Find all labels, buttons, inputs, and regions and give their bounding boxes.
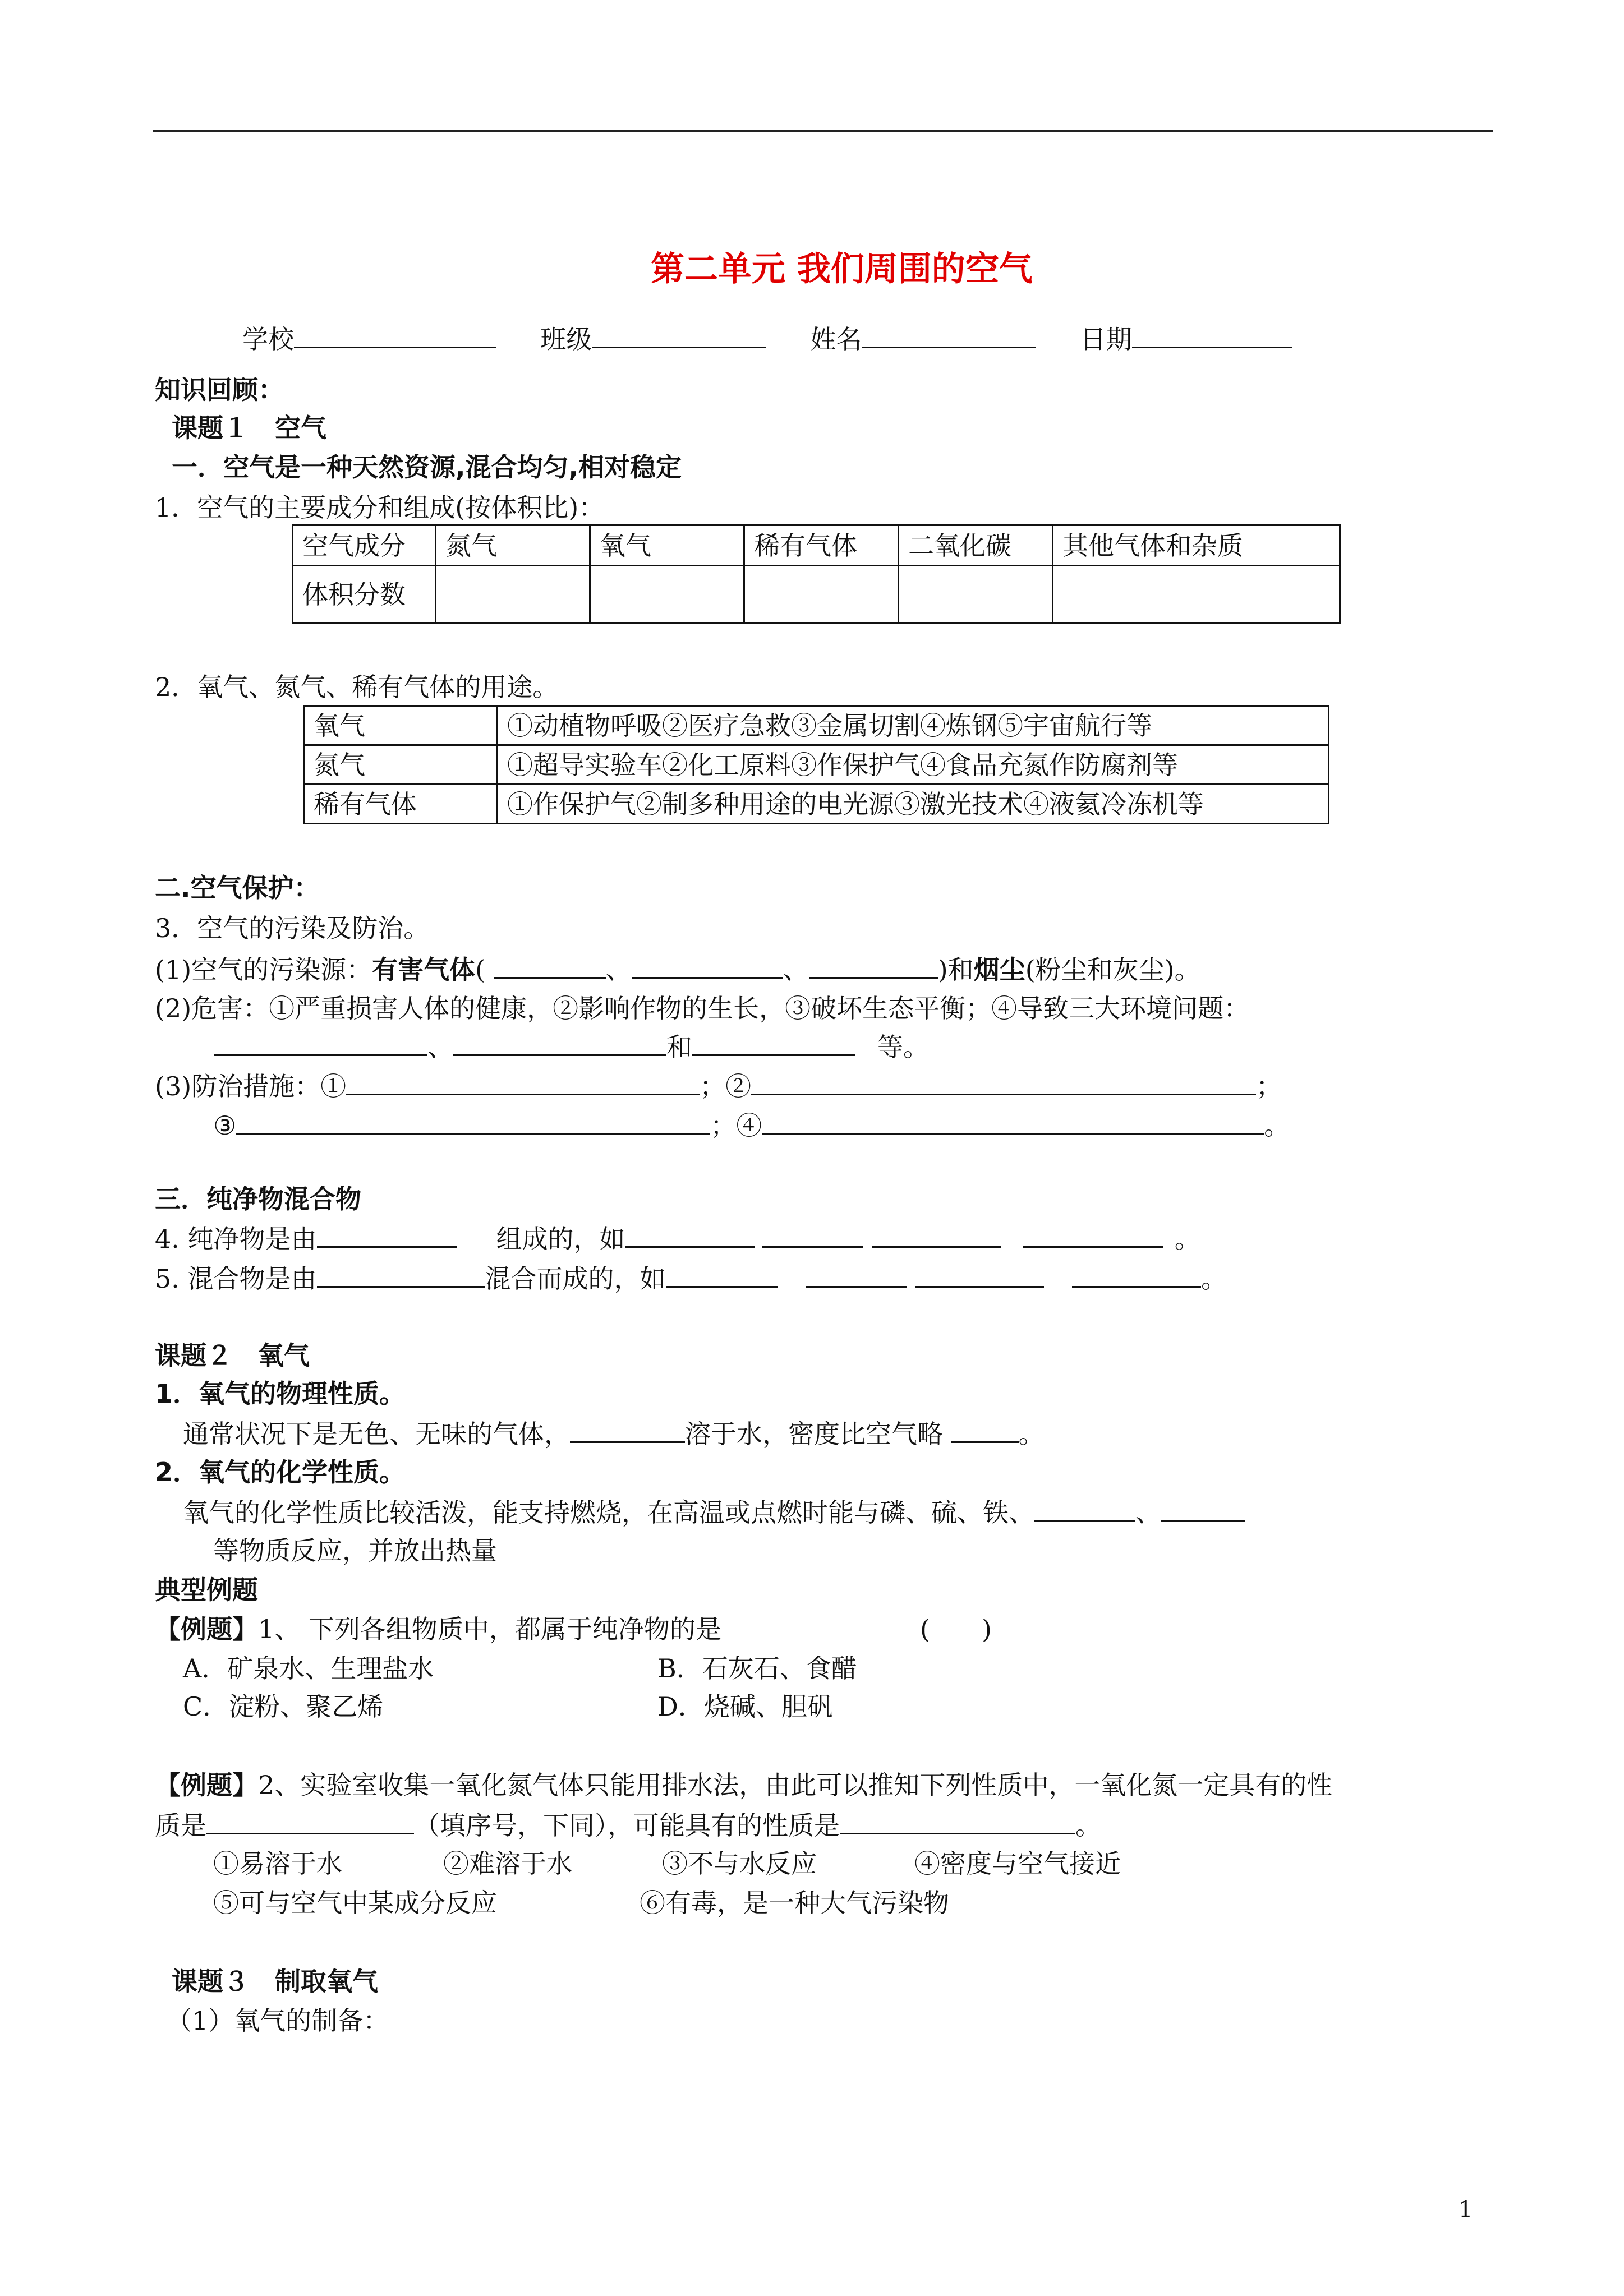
header-rule [153, 130, 1493, 132]
school-blank[interactable] [294, 325, 496, 348]
topic3-item-1: （1）氧气的制备： [166, 2005, 389, 2036]
example-tag: 【例题】 [155, 1770, 258, 1800]
option-b[interactable]: B．石灰石、食醋 [657, 1653, 857, 1684]
question-4: 4. 纯净物是由 组成的，如 。 [155, 1224, 1200, 1254]
table-cell-blank[interactable] [899, 566, 1053, 623]
name-label: 姓名 [810, 324, 862, 354]
harmful-gas-label: 有害气体 [372, 955, 476, 985]
fill-blank[interactable] [951, 1420, 1019, 1443]
example-2-option-1[interactable]: ①易溶于水 [213, 1848, 342, 1879]
fill-blank[interactable] [625, 1225, 755, 1248]
fill-blank[interactable] [570, 1420, 685, 1443]
fill-blank[interactable] [1034, 1499, 1135, 1522]
physical-properties-heading: 1．氧气的物理性质。 [155, 1378, 406, 1409]
fill-blank[interactable] [872, 1225, 1001, 1248]
example-2-option-6[interactable]: ⑥有毒，是一种大气污染物 [640, 1888, 949, 1918]
chemical-properties-text-2: 等物质反应，并放出热量 [213, 1536, 497, 1566]
question-2: 2．氧气、氮气、稀有气体的用途。 [155, 672, 559, 702]
table-header-cell: 二氧化碳 [899, 525, 1053, 566]
example-2-option-3[interactable]: ③不与水反应 [662, 1848, 817, 1879]
fill-blank[interactable] [666, 1265, 778, 1288]
example-2-line-1: 【例题】2、实验室收集一氧化氮气体只能用排水法，由此可以推知下列性质中，一氧化氮一定具有的性 [155, 1770, 1333, 1800]
question-3-2-blanks: 、 和 等。 [214, 1033, 929, 1060]
section3-heading: 三．纯净物混合物 [155, 1184, 361, 1214]
fill-blank[interactable] [494, 956, 606, 979]
fill-blank[interactable] [806, 1265, 907, 1288]
fill-blank[interactable] [762, 1112, 1264, 1135]
gas-name-cell: 氧气 [304, 706, 498, 745]
table-row [293, 566, 1340, 623]
option-d[interactable]: D．烧碱、胆矾 [657, 1691, 833, 1722]
answer-bracket[interactable]: ( ) [920, 1614, 992, 1644]
fill-blank[interactable] [214, 1033, 427, 1056]
example-2-option-4[interactable]: ④密度与空气接近 [914, 1848, 1121, 1879]
question-1: 1．空气的主要成分和组成(按体积比)： [155, 492, 605, 523]
fill-blank[interactable] [317, 1225, 457, 1248]
info-line [242, 325, 1292, 352]
table-cell-blank[interactable] [1053, 566, 1340, 623]
page-title: 第二单元 我们周围的空气 [651, 250, 1033, 289]
gas-uses-table [303, 705, 1329, 824]
air-composition-table [292, 524, 1341, 624]
example-2-line-2: 质是 （填序号，下同），可能具有的性质是 。 [155, 1810, 1101, 1841]
gas-use-cell: ①超导实验车②化工原料③作保护气④食品充氮作防腐剂等 [498, 745, 1329, 785]
table-row [304, 745, 1329, 785]
table-header-cell: 稀有气体 [744, 525, 899, 566]
question-5: 5. 混合物是由 混合而成的，如 。 [155, 1264, 1227, 1294]
fill-blank[interactable] [840, 1811, 1075, 1834]
table-cell-blank[interactable] [590, 566, 744, 623]
class-label: 班级 [540, 324, 592, 354]
fill-blank[interactable] [915, 1265, 1044, 1288]
table-row-label: 体积分数 [293, 566, 436, 623]
fill-blank[interactable] [762, 1225, 863, 1248]
name-blank[interactable] [862, 325, 1036, 348]
table-row [304, 785, 1329, 824]
page-number: 1 [1459, 2197, 1473, 2223]
fill-blank[interactable] [632, 956, 783, 979]
table-header-cell: 氮气 [436, 525, 590, 566]
table-header-cell: 其他气体和杂质 [1053, 525, 1340, 566]
example-1-question: 【例题】1、 下列各组物质中，都属于纯净物的是 [155, 1614, 721, 1644]
date-blank[interactable] [1132, 325, 1292, 348]
school-label: 学校 [242, 324, 294, 354]
examples-heading: 典型例题 [155, 1575, 258, 1605]
chemical-properties-heading: 2．氧气的化学性质。 [155, 1457, 406, 1487]
smoke-dust-label: 烟尘 [973, 955, 1025, 985]
fill-blank[interactable] [317, 1265, 485, 1288]
physical-properties-text: 通常状况下是无色、无味的气体， 溶于水，密度比空气略 。 [183, 1419, 1045, 1449]
table-row [304, 706, 1329, 745]
option-c[interactable]: C．淀粉、聚乙烯 [183, 1691, 384, 1722]
question-3-1: (1)空气的污染源：有害气体( 、 、 )和烟尘(粉尘和灰尘)。 [155, 955, 1200, 985]
question-3: 3．空气的污染及防治。 [155, 913, 430, 943]
example-2-option-2[interactable]: ②难溶于水 [443, 1848, 572, 1879]
section1-heading: 一．空气是一种天然资源,混合均匀,相对稳定 [172, 452, 682, 482]
topic1-heading: 课题１ 空气 [172, 413, 326, 443]
gas-use-cell: ①作保护气②制多种用途的电光源③激光技术④液氦冷冻机等 [498, 785, 1329, 824]
option-a[interactable]: A．矿泉水、生理盐水 [183, 1653, 434, 1684]
fill-blank[interactable] [1072, 1265, 1201, 1288]
gas-use-cell: ①动植物呼吸②医疗急救③金属切割④炼钢⑤宇宙航行等 [498, 706, 1329, 745]
table-row [293, 525, 1340, 566]
topic3-heading: 课题３ 制取氧气 [172, 1966, 378, 1997]
fill-blank[interactable] [236, 1112, 710, 1135]
fill-blank[interactable] [1161, 1499, 1245, 1522]
chemical-properties-text: 氧气的化学性质比较活泼，能支持燃烧，在高温或点燃时能与磷、硫、铁、 、 [183, 1499, 1245, 1525]
question-3-2: (2)危害：①严重损害人体的健康，②影响作物的生长，③破坏生态平衡；④导致三大环境问题： [155, 993, 1250, 1023]
fill-blank[interactable] [751, 1072, 1256, 1095]
fill-blank[interactable] [453, 1033, 666, 1056]
fill-blank[interactable] [1023, 1225, 1163, 1248]
question-3-3: (3)防治措施：① ；② ； [155, 1071, 1282, 1101]
fill-blank[interactable] [206, 1811, 414, 1834]
table-header-cell: 空气成分 [293, 525, 436, 566]
topic2-heading: 课题２ 氧气 [155, 1340, 310, 1371]
example-2-option-5[interactable]: ⑤可与空气中某成分反应 [213, 1888, 497, 1918]
question-3-3b: ③ ；④ 。 [213, 1110, 1290, 1141]
date-label: 日期 [1080, 324, 1132, 354]
table-header-cell: 氧气 [590, 525, 744, 566]
gas-name-cell: 稀有气体 [304, 785, 498, 824]
fill-blank[interactable] [346, 1072, 700, 1095]
class-blank[interactable] [592, 325, 766, 348]
fill-blank[interactable] [692, 1033, 855, 1056]
table-cell-blank[interactable] [436, 566, 590, 623]
fill-blank[interactable] [809, 956, 938, 979]
knowledge-review-heading: 知识回顾： [155, 375, 284, 405]
section2-heading: 二.空气保护： [155, 873, 320, 903]
example-tag: 【例题】 [155, 1614, 258, 1644]
gas-name-cell: 氮气 [304, 745, 498, 785]
table-cell-blank[interactable] [744, 566, 899, 623]
